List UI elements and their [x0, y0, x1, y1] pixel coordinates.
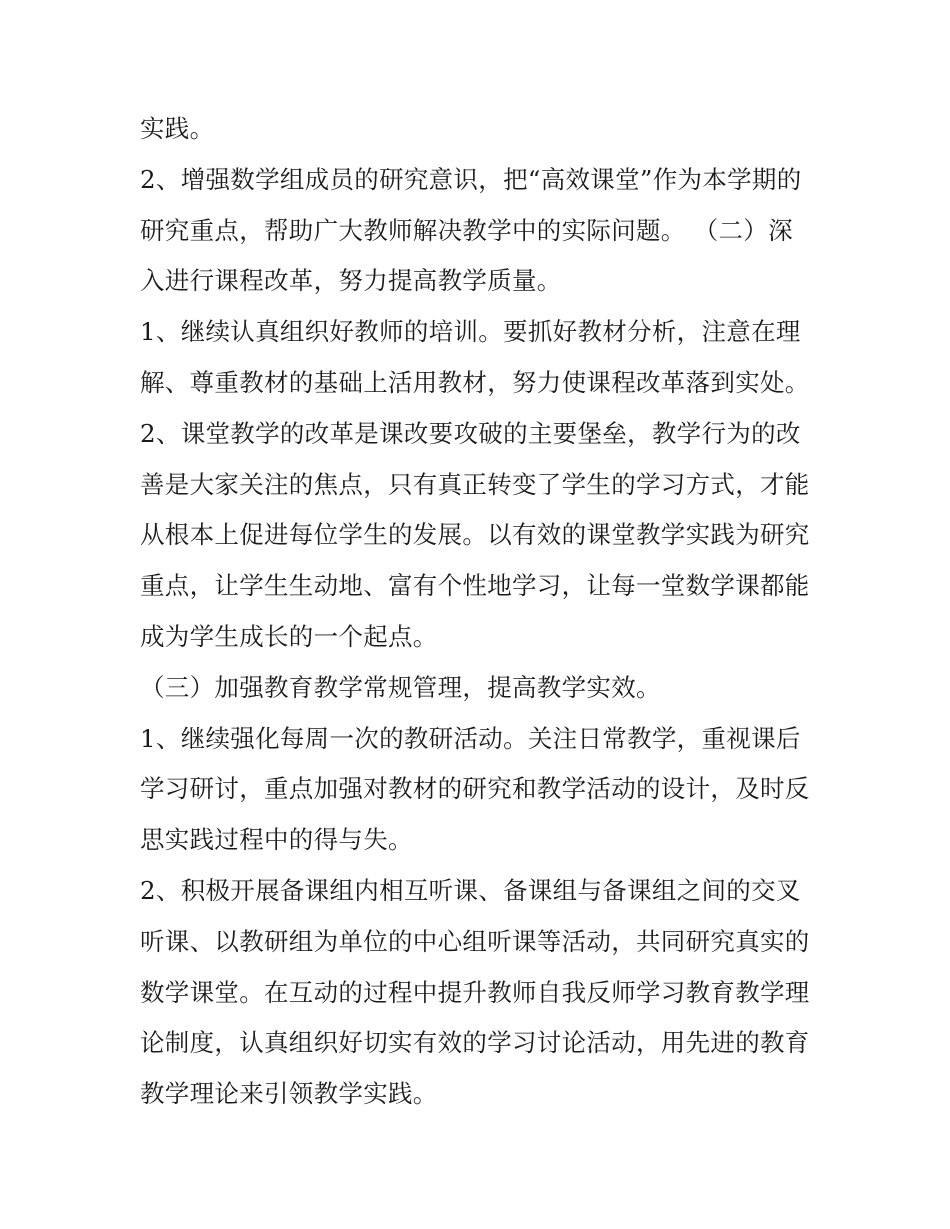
text-line: 2、积极开展备课组内相互听课、备课组与备课组之间的交叉: [140, 875, 801, 905]
text-line: 1、继续强化每周一次的教研活动。关注日常教学，重视课后: [140, 723, 801, 753]
text-line: 成为学生成长的一个起点。: [140, 621, 438, 651]
text-line: （三）加强教育教学常规管理，提高教学实效。: [140, 672, 661, 702]
text-line: 2、增强数学组成员的研究意识，把“高效课堂”作为本学期的: [140, 164, 802, 194]
text-line: 重点，让学生生动地、富有个性地学习，让每一堂数学课都能: [140, 571, 810, 601]
text-line: 入进行课程改革，努力提高教学质量。: [140, 266, 562, 296]
text-line: 思实践过程中的得与失。: [140, 825, 413, 855]
text-line: 善是大家关注的焦点，只有真正转变了学生的学习方式，才能: [140, 469, 810, 499]
document-body: [140, 104, 815, 1120]
text-line: 听课、以教研组为单位的中心组听课等活动，共同研究真实的: [140, 926, 810, 956]
text-line: 研究重点，帮助广大教师解决教学中的实际问题。 （二）深: [140, 215, 793, 245]
text-line: 论制度，认真组织好切实有效的学习讨论活动，用先进的教育: [140, 1028, 810, 1058]
text-line: 1、继续认真组织好教师的培训。要抓好教材分析，注意在理: [140, 317, 801, 347]
text-line: 解、尊重教材的基础上活用教材，努力使课程改革落到实处。: [140, 367, 810, 397]
text-line: 数学课堂。在互动的过程中提升教师自我反师学习教育教学理: [140, 977, 810, 1007]
text-line: 学习研讨，重点加强对教材的研究和教学活动的设计，及时反: [140, 774, 810, 804]
text-line: 实践。: [140, 114, 215, 143]
text-line: 2、课堂教学的改革是课改要攻破的主要堡垒，教学行为的改: [140, 418, 801, 448]
text-line: 从根本上促进每位学生的发展。以有效的课堂教学实践为研究: [140, 520, 810, 550]
text-line: 教学理论来引领教学实践。: [140, 1079, 438, 1109]
